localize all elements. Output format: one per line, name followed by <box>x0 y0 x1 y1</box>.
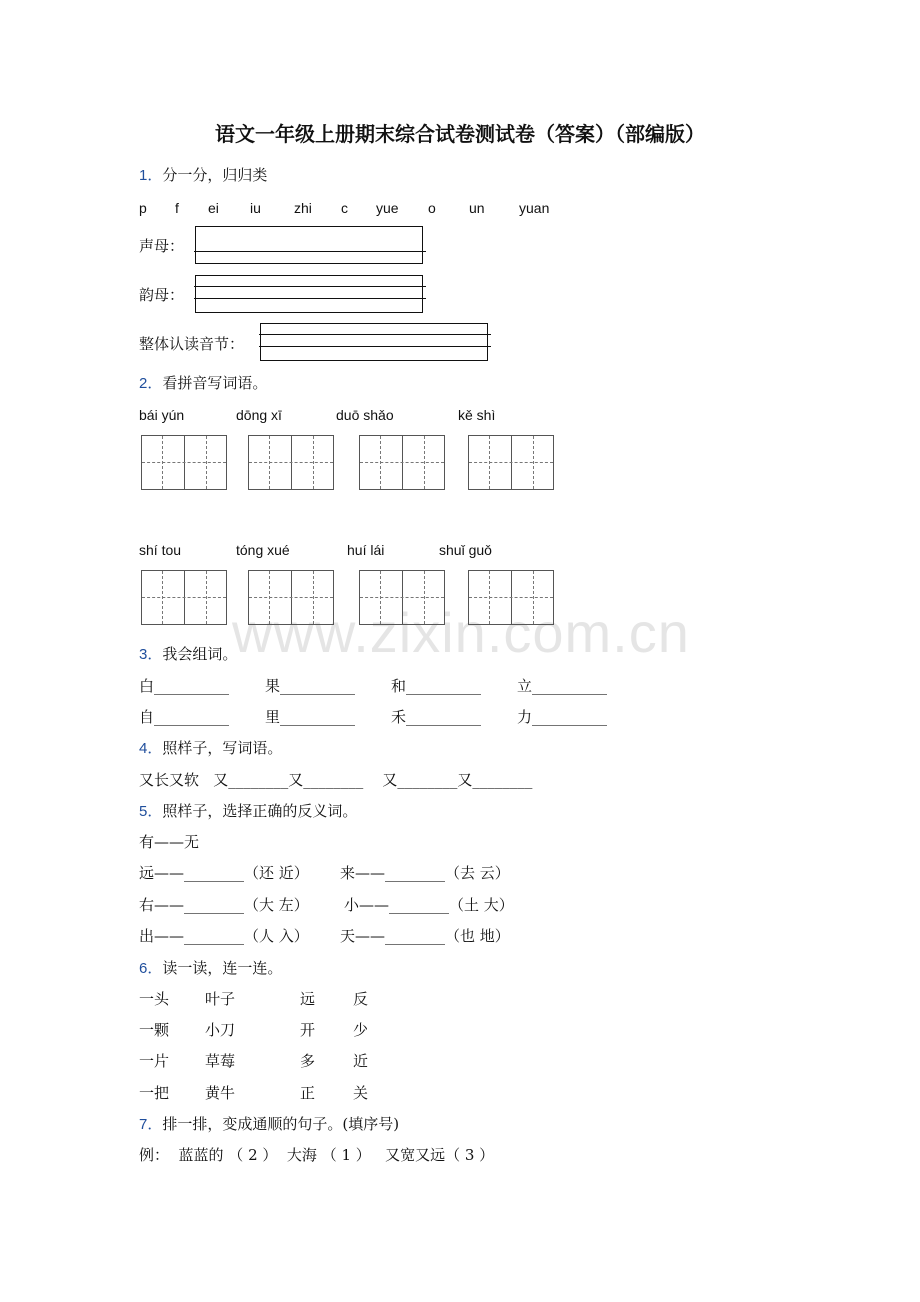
example-text: 有——无 <box>139 833 200 851</box>
character-grid[interactable] <box>141 435 227 490</box>
pinyin: kě shì <box>458 407 496 423</box>
label-finals: 韵母： <box>139 286 185 304</box>
question-number: 6． <box>139 960 163 977</box>
question-number: 7． <box>139 1116 163 1133</box>
question-3 <box>139 644 237 665</box>
antonym-blank[interactable]: 来——________（去 云） <box>340 864 510 882</box>
question-number: 4． <box>139 740 163 757</box>
pinyin: tóng xué <box>236 542 290 558</box>
letter: f <box>175 200 179 216</box>
initials-box[interactable] <box>195 226 423 264</box>
match-item[interactable]: 近 <box>353 1052 369 1070</box>
letter: p <box>139 200 147 216</box>
question-number: 1． <box>139 167 163 184</box>
match-item[interactable]: 正 <box>300 1084 316 1102</box>
pinyin: bái yún <box>139 407 185 423</box>
letter: yuan <box>519 200 550 216</box>
antonym-blank[interactable]: 右——________（大 左） <box>139 896 309 914</box>
match-item[interactable]: 远 <box>300 990 316 1008</box>
word-blank[interactable]: 立__________ <box>517 677 608 695</box>
question-text: 排一排，变成通顺的句子。(填序号) <box>162 1115 400 1133</box>
character-grid[interactable] <box>141 570 227 625</box>
match-item[interactable]: 一颗 <box>139 1021 170 1039</box>
pinyin: dōng xī <box>236 407 282 423</box>
question-number: 2． <box>139 375 163 392</box>
character-grid[interactable] <box>468 570 554 625</box>
character-grid[interactable] <box>248 435 334 490</box>
question-4 <box>139 738 282 759</box>
watermark: www.zixin.com.cn <box>232 601 690 664</box>
label-initials: 声母： <box>139 237 185 255</box>
pattern-line[interactable]: 又长又软 又________又________ 又________又________ <box>139 771 533 789</box>
question-1 <box>139 165 267 186</box>
antonym-blank[interactable]: 出——________（人 入） <box>139 927 309 945</box>
question-6 <box>139 958 282 979</box>
question-7 <box>139 1114 399 1135</box>
question-text: 看拼音写词语。 <box>162 374 268 392</box>
letter: yue <box>376 200 399 216</box>
letter: iu <box>250 200 261 216</box>
pinyin: duō shǎo <box>336 407 394 423</box>
match-item[interactable]: 一头 <box>139 990 170 1008</box>
letter: c <box>341 200 348 216</box>
letter: ei <box>208 200 219 216</box>
question-text: 照样子，写词语。 <box>162 739 283 757</box>
example-sentence: 例： 蓝蓝的 （ 2 ） 大海 （ 1 ） 又宽又远（ 3 ） <box>139 1146 495 1164</box>
question-text: 我会组词。 <box>162 645 238 663</box>
question-5 <box>139 801 357 822</box>
character-grid[interactable] <box>359 570 445 625</box>
character-grid[interactable] <box>248 570 334 625</box>
question-text: 照样子，选择正确的反义词。 <box>162 802 358 820</box>
character-grid[interactable] <box>468 435 554 490</box>
match-item[interactable]: 开 <box>300 1021 316 1039</box>
word-blank[interactable]: 力__________ <box>517 708 608 726</box>
match-item[interactable]: 一片 <box>139 1052 170 1070</box>
antonym-blank[interactable]: 天——________（也 地） <box>340 927 510 945</box>
question-text: 分一分，归归类 <box>162 166 268 184</box>
label-whole-syllables: 整体认读音节： <box>139 335 245 353</box>
letter: zhi <box>294 200 312 216</box>
pinyin: shí tou <box>139 542 182 558</box>
finals-box[interactable] <box>195 275 423 313</box>
whole-syllables-box[interactable] <box>260 323 488 361</box>
match-item[interactable]: 关 <box>353 1084 369 1102</box>
match-item[interactable]: 草莓 <box>205 1052 236 1070</box>
word-blank[interactable]: 自__________ <box>139 708 230 726</box>
question-number: 5． <box>139 803 163 820</box>
question-text: 读一读，连一连。 <box>162 959 283 977</box>
word-blank[interactable]: 禾__________ <box>391 708 482 726</box>
antonym-blank[interactable]: 远——________（还 近） <box>139 864 309 882</box>
question-number: 3． <box>139 646 163 663</box>
word-blank[interactable]: 白__________ <box>139 677 230 695</box>
word-blank[interactable]: 果__________ <box>265 677 356 695</box>
letter: o <box>428 200 436 216</box>
character-grid[interactable] <box>359 435 445 490</box>
word-blank[interactable]: 里__________ <box>265 708 356 726</box>
match-item[interactable]: 一把 <box>139 1084 170 1102</box>
match-item[interactable]: 多 <box>300 1052 316 1070</box>
question-2 <box>139 373 267 394</box>
pinyin: huí lái <box>347 542 385 558</box>
page-title: 语文一年级上册期末综合试卷测试卷（答案）（部编版） <box>215 122 705 146</box>
letter: un <box>469 200 485 216</box>
match-item[interactable]: 叶子 <box>205 990 236 1008</box>
antonym-blank[interactable]: 小——________（土 大） <box>344 896 514 914</box>
word-blank[interactable]: 和__________ <box>391 677 482 695</box>
match-item[interactable]: 黄牛 <box>205 1084 236 1102</box>
match-item[interactable]: 少 <box>353 1021 369 1039</box>
match-item[interactable]: 反 <box>353 990 369 1008</box>
match-item[interactable]: 小刀 <box>205 1021 236 1039</box>
pinyin: shuǐ guǒ <box>439 542 492 558</box>
